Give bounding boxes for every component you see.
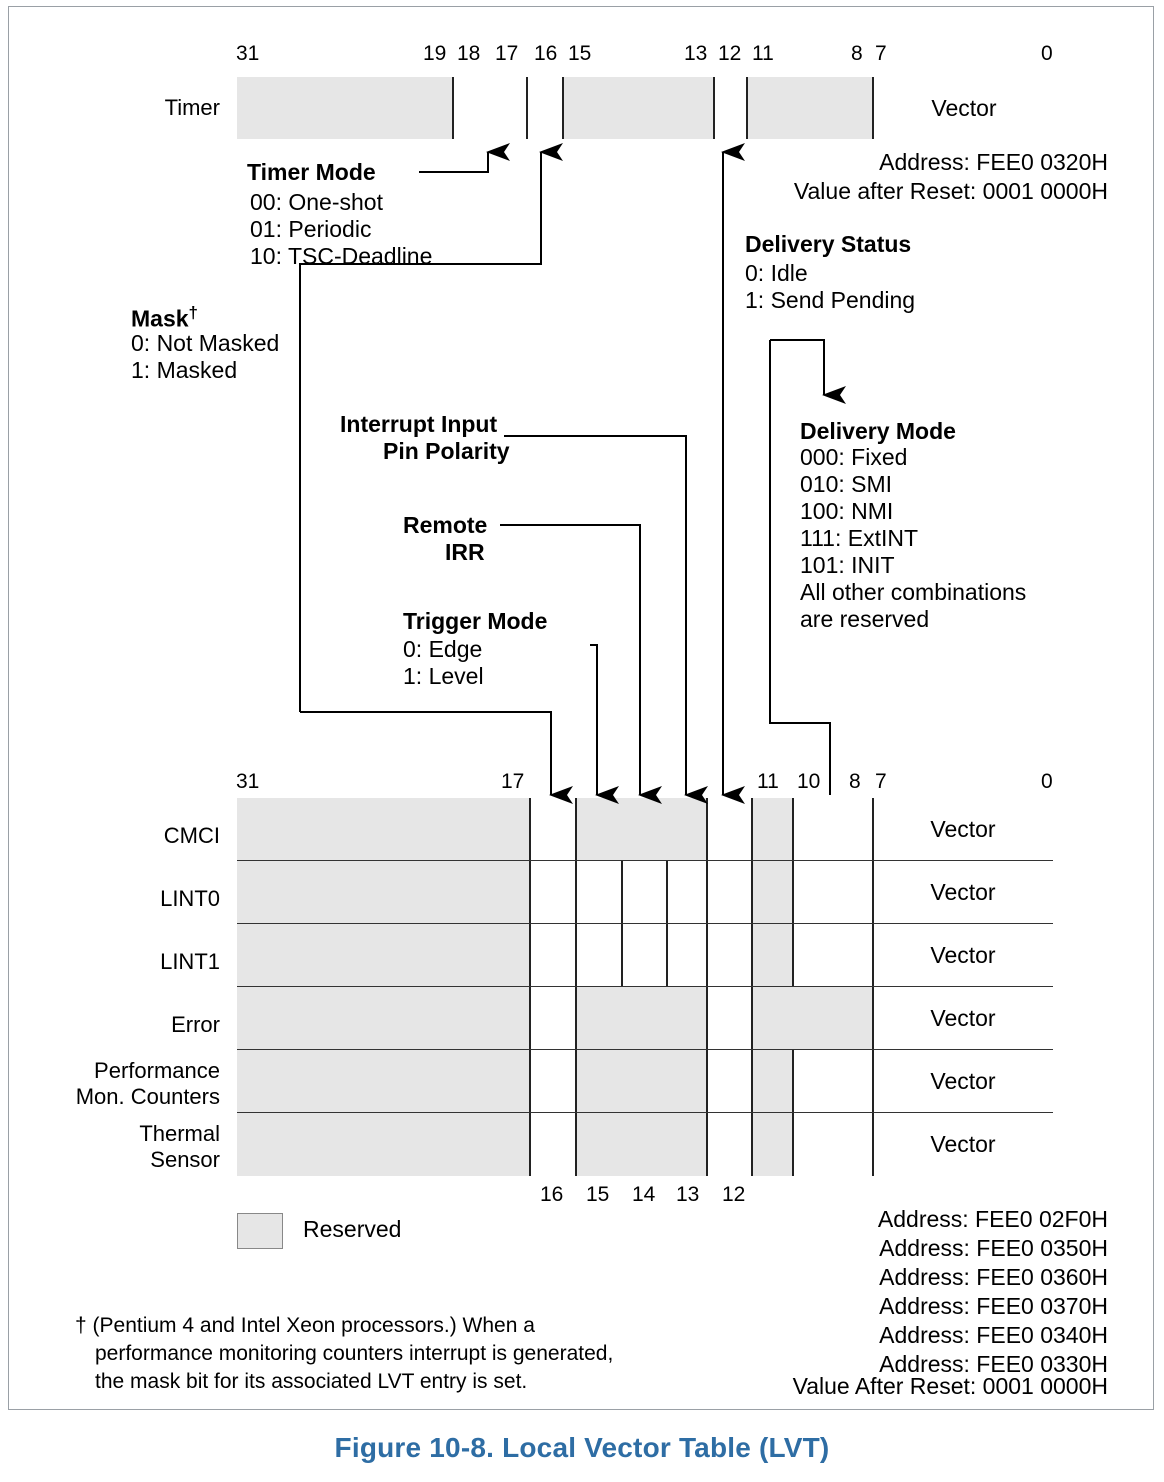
lvt-row-label-error: Error: [171, 1012, 220, 1037]
table-row: [237, 798, 1053, 861]
pin-polarity-title-line2: Pin Polarity: [383, 438, 510, 464]
cmci-field-10-8: [793, 798, 873, 861]
delivery-mode-opt-2: 100: NMI: [800, 498, 894, 524]
error-reserved-31-17: [237, 987, 530, 1050]
lvt-row-label-cmci: CMCI: [163, 823, 220, 848]
timer-mode-opt-1: 01: Periodic: [250, 216, 372, 242]
lint0-field-15: [576, 861, 622, 924]
delivery-status-title: Delivery Status: [745, 231, 912, 257]
lvt-bit-0: 0: [1041, 770, 1053, 793]
lvt-address-3: Address: FEE0 0370H: [879, 1293, 1108, 1319]
lvt-row-label-lint0: LINT0: [160, 886, 220, 911]
timer-bit-15: 15: [568, 42, 592, 65]
thermal-field-16: [530, 1113, 576, 1176]
lint1-field-10-8: [793, 924, 873, 987]
reserved-legend-label: Reserved: [303, 1216, 402, 1242]
cmci-field-16: [530, 798, 576, 861]
lint0-field-13: [667, 861, 707, 924]
timer-mode-title: Timer Mode: [247, 159, 376, 185]
figure-border: [8, 6, 1154, 1410]
mask-dagger: †: [188, 303, 199, 322]
thermal-reserved-31-17: [237, 1113, 530, 1176]
delivery-mode-opt-4: 101: INIT: [800, 552, 895, 578]
timer-bit-18: 18: [457, 42, 481, 65]
cmci-vector-label: Vector: [930, 816, 996, 842]
lvt-bit-8: 8: [849, 770, 861, 793]
timer-bit-13: 13: [684, 42, 708, 65]
timer-bit-17: 17: [495, 42, 519, 65]
trigger-mode-opt-0: 0: Edge: [403, 636, 483, 662]
lvt-bottom-bit-16: 16: [540, 1183, 564, 1206]
lvt-bottom-bit-12: 12: [722, 1183, 746, 1206]
lint0-field-10-8: [793, 861, 873, 924]
thermal-reserved-11: [752, 1113, 793, 1176]
perfmon-field-16: [530, 1050, 576, 1113]
lvt-address-4: Address: FEE0 0340H: [879, 1322, 1108, 1348]
remote-irr-title-line1: Remote: [403, 512, 488, 538]
timer-field-reserved-15-13: [563, 77, 714, 139]
error-field-12: [707, 987, 752, 1050]
timer-register: [237, 77, 1053, 139]
footnote-line-1: † (Pentium 4 and Intel Xeon processors.) When a: [75, 1314, 535, 1337]
pin-polarity-title-line1: Interrupt Input: [340, 411, 498, 437]
timer-bit-31: 31: [236, 42, 260, 65]
footnote-line-3: the mask bit for its associated LVT entry is set.: [95, 1370, 528, 1393]
lint1-field-12: [707, 924, 752, 987]
timer-bit-0: 0: [1041, 42, 1053, 65]
lvt-bit-17: 17: [501, 770, 525, 793]
thermal-field-10-8: [793, 1113, 873, 1176]
lvt-address-5: Address: FEE0 0330H: [879, 1351, 1108, 1377]
lvt-bottom-bit-15: 15: [586, 1183, 610, 1206]
timer-row-label: Timer: [164, 95, 220, 120]
perfmon-field-10-8: [793, 1050, 873, 1113]
lvt-row-label-lint1: LINT1: [160, 949, 220, 974]
lvt-address-0: Address: FEE0 02F0H: [877, 1206, 1108, 1232]
error-vector-label: Vector: [930, 1005, 996, 1031]
timer-bit-12: 12: [718, 42, 742, 65]
lvt-bit-7: 7: [875, 770, 887, 793]
lint1-reserved-11: [752, 924, 793, 987]
lvt-address-1: Address: FEE0 0350H: [879, 1235, 1108, 1261]
perfmon-vector-label: Vector: [930, 1068, 996, 1094]
error-reserved-11-8: [752, 987, 873, 1050]
lvt-bit-31: 31: [236, 770, 260, 793]
mask-opt-0: 0: Not Masked: [131, 330, 280, 356]
lint0-reserved-31-17: [237, 861, 530, 924]
lint1-field-16: [530, 924, 576, 987]
timer-field-timer-mode: [453, 77, 527, 139]
timer-vector-label: Vector: [931, 95, 997, 121]
lint0-field-16: [530, 861, 576, 924]
cmci-reserved-11: [752, 798, 793, 861]
perfmon-reserved-15-13: [576, 1050, 707, 1113]
lint0-field-12: [707, 861, 752, 924]
perfmon-field-12: [707, 1050, 752, 1113]
reserved-swatch-icon: [237, 1213, 283, 1249]
lvt-row-label-thermal-line1: Thermal: [139, 1121, 220, 1146]
delivery-mode-opt-0: 000: Fixed: [800, 444, 908, 470]
figure-caption: Figure 10-8. Local Vector Table (LVT): [334, 1432, 830, 1463]
trigger-mode-title: Trigger Mode: [403, 608, 548, 634]
timer-field-reserved-31-19: [237, 77, 453, 139]
lvt-bit-11: 11: [757, 770, 779, 793]
delivery-mode-title: Delivery Mode: [800, 418, 956, 444]
lvt-row-label-thermal-line2: Sensor: [150, 1147, 220, 1172]
lint0-reserved-11: [752, 861, 793, 924]
timer-field-delivery-status: [714, 77, 747, 139]
lint1-field-13: [667, 924, 707, 987]
table-row: [237, 1113, 1053, 1176]
delivery-mode-note-2: are reserved: [800, 606, 930, 632]
error-field-16: [530, 987, 576, 1050]
lint1-reserved-31-17: [237, 924, 530, 987]
timer-mode-opt-0: 00: One-shot: [250, 189, 383, 215]
timer-address: Address: FEE0 0320H: [879, 149, 1108, 175]
mask-title-text: Mask: [131, 305, 189, 332]
lint0-vector-label: Vector: [930, 879, 996, 905]
footnote-line-2: performance monitoring counters interrupt is generated,: [95, 1342, 614, 1365]
delivery-status-opt-1: 1: Send Pending: [745, 287, 916, 313]
cmci-reserved-15-13: [576, 798, 707, 861]
timer-mode-opt-2: 10: TSC-Deadline: [250, 243, 433, 269]
lint1-field-14: [622, 924, 667, 987]
thermal-vector-label: Vector: [930, 1131, 996, 1157]
timer-bit-16: 16: [534, 42, 558, 65]
error-reserved-15-13: [576, 987, 707, 1050]
mask-title: [131, 299, 198, 333]
delivery-mode-opt-1: 010: SMI: [800, 471, 893, 497]
lint1-vector-label: Vector: [930, 942, 996, 968]
lvt-row-label-perfmon-line2: Mon. Counters: [75, 1084, 220, 1109]
thermal-field-12: [707, 1113, 752, 1176]
delivery-status-opt-0: 0: Idle: [745, 260, 808, 286]
timer-bit-19: 19: [423, 42, 447, 65]
timer-value-after-reset: Value after Reset: 0001 0000H: [793, 178, 1108, 204]
remote-irr-title-line2: IRR: [445, 539, 485, 565]
lvt-value-after-reset: Value After Reset: 0001 0000H: [792, 1373, 1108, 1399]
thermal-reserved-15-13: [576, 1113, 707, 1176]
table-row: [237, 1050, 1053, 1113]
lvt-address-2: Address: FEE0 0360H: [879, 1264, 1108, 1290]
timer-bit-11: 11: [752, 42, 774, 65]
table-row: [237, 987, 1053, 1050]
delivery-mode-note-1: All other combinations: [800, 579, 1027, 605]
timer-bit-8: 8: [851, 42, 863, 65]
lint0-field-14: [622, 861, 667, 924]
cmci-field-12: [707, 798, 752, 861]
lvt-bit-10: 10: [797, 770, 821, 793]
timer-bit-7: 7: [875, 42, 887, 65]
delivery-mode-opt-3: 111: ExtINT: [800, 525, 919, 551]
timer-field-mask: [527, 77, 563, 139]
table-row: [237, 924, 1053, 987]
cmci-reserved-31-17: [237, 798, 530, 861]
lvt-row-label-perfmon-line1: Performance: [94, 1058, 220, 1083]
lint1-field-15: [576, 924, 622, 987]
timer-field-reserved-11-8: [747, 77, 873, 139]
lvt-bottom-bit-13: 13: [676, 1183, 700, 1206]
perfmon-reserved-31-17: [237, 1050, 530, 1113]
mask-opt-1: 1: Masked: [131, 357, 238, 383]
perfmon-reserved-11: [752, 1050, 793, 1113]
trigger-mode-opt-1: 1: Level: [403, 663, 484, 689]
lvt-bottom-bit-14: 14: [632, 1183, 656, 1206]
lvt-table: [237, 798, 1053, 1176]
table-row: [237, 861, 1053, 924]
